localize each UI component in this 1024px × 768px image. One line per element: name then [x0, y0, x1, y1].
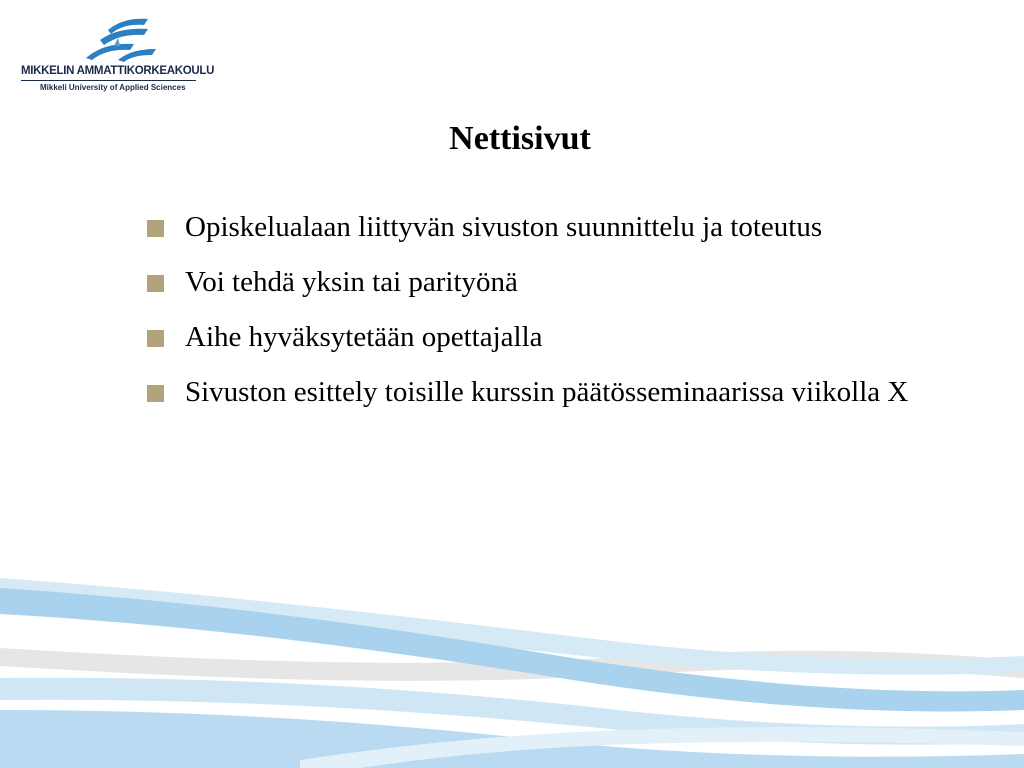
bullet-text: Sivuston esittely toisille kurssin päätösseminaarissa viikolla X [185, 376, 909, 408]
logo-subtitle: Mikkeli University of Applied Sciences [40, 83, 186, 92]
logo [18, 16, 215, 100]
university-logo-icon [78, 16, 158, 62]
decorative-waves [0, 560, 1024, 768]
square-bullet-icon [147, 275, 164, 292]
bullet-item [147, 205, 917, 249]
bullet-list [147, 205, 917, 425]
slide-title: Nettisivut [449, 120, 591, 157]
bullet-item [147, 315, 917, 359]
bullet-text: Voi tehdä yksin tai parityönä [185, 266, 518, 298]
logo-name: MIKKELIN AMMATTIKORKEAKOULU [21, 65, 215, 77]
bullet-item [147, 260, 917, 304]
square-bullet-icon [147, 385, 164, 402]
bullet-text: Opiskelualaan liittyvän sivuston suunnittelu ja toteutus [185, 211, 823, 243]
square-bullet-icon [147, 330, 164, 347]
square-bullet-icon [147, 220, 164, 237]
bullet-text: Aihe hyväksytetään opettajalla [185, 321, 543, 353]
logo-divider [21, 80, 196, 81]
bullet-item [147, 370, 917, 414]
